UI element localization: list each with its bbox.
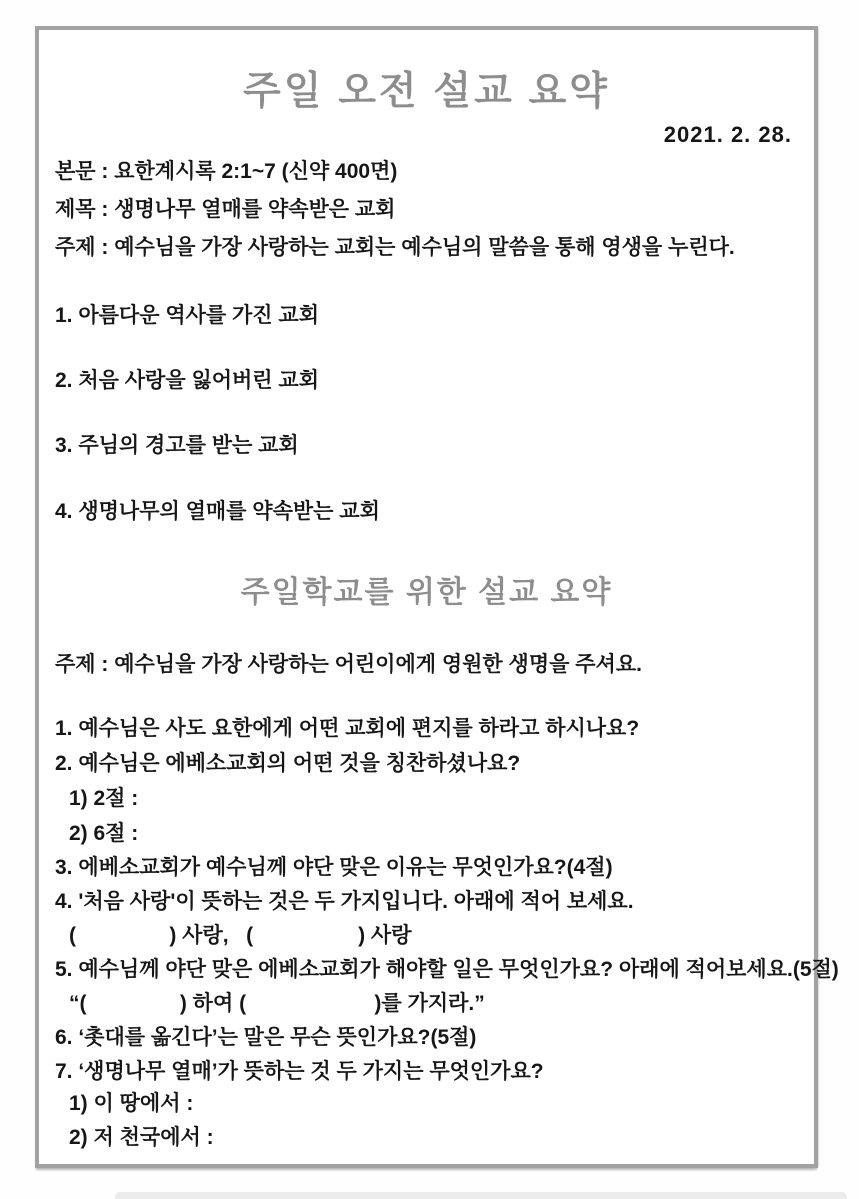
date: 2021. 2. 28. <box>663 122 792 147</box>
question-5: 5. 예수님께 야단 맞은 에베소교회가 해야할 일은 무엇인가요? 아래에 적어보세요.(5절) <box>55 958 839 981</box>
outline-item-2: 2. 처음 사랑을 잃어버린 교회 <box>55 369 319 392</box>
scripture-line: 본문 : 요한계시록 2:1~7 (신약 400면) <box>55 160 398 183</box>
question-3: 3. 에베소교회가 예수님께 야단 맞은 이유는 무엇인가요?(4절) <box>55 856 613 879</box>
next-page-edge <box>115 1192 847 1199</box>
sermon-theme-line: 주제 : 예수님을 가장 사랑하는 교회는 예수님의 말씀을 통해 영생을 누린다. <box>55 236 735 259</box>
question-2: 2. 예수님은 에베소교회의 어떤 것을 칭찬하셨나요? <box>55 752 521 775</box>
question-4-blank: ( ) 사랑, ( ) 사랑 <box>69 924 412 947</box>
document-frame <box>35 26 839 1168</box>
outline-item-3: 3. 주님의 경고를 받는 교회 <box>55 434 299 457</box>
question-1: 1. 예수님은 사도 요한에게 어떤 교회에 편지를 하라고 하시나요? <box>55 717 640 740</box>
sermon-title-line: 제목 : 생명나무 열매를 약속받은 교회 <box>55 198 396 221</box>
question-4: 4. '처음 사랑'이 뜻하는 것은 두 가지입니다. 아래에 적어 보세요. <box>55 890 634 913</box>
outline-item-4: 4. 생명나무의 열매를 약속받는 교회 <box>55 500 380 523</box>
question-7: 7. ‘생명나무 열매’가 뜻하는 것 두 가지는 무엇인가요? <box>55 1060 544 1083</box>
question-6: 6. ‘촛대를 옮긴다’는 말은 무슨 뜻인가요?(5절) <box>55 1026 477 1049</box>
outline-item-1: 1. 아름다운 역사를 가진 교회 <box>55 304 319 327</box>
page-title: 주일 오전 설교 요약 <box>243 70 610 113</box>
question-5-blank: “( ) 하여 ( )를 가지라.” <box>69 992 485 1015</box>
sunday-school-theme: 주제 : 예수님을 가장 사랑하는 어린이에게 영원한 생명을 주셔요. <box>55 653 642 676</box>
question-7-sub-1: 1) 이 땅에서 : <box>69 1092 194 1115</box>
question-2-sub-2: 2) 6절 : <box>69 822 139 845</box>
question-2-sub-1: 1) 2절 : <box>69 787 139 810</box>
question-7-sub-2: 2) 저 천국에서 : <box>69 1126 214 1149</box>
sunday-school-title: 주일학교를 위한 설교 요약 <box>240 576 613 609</box>
